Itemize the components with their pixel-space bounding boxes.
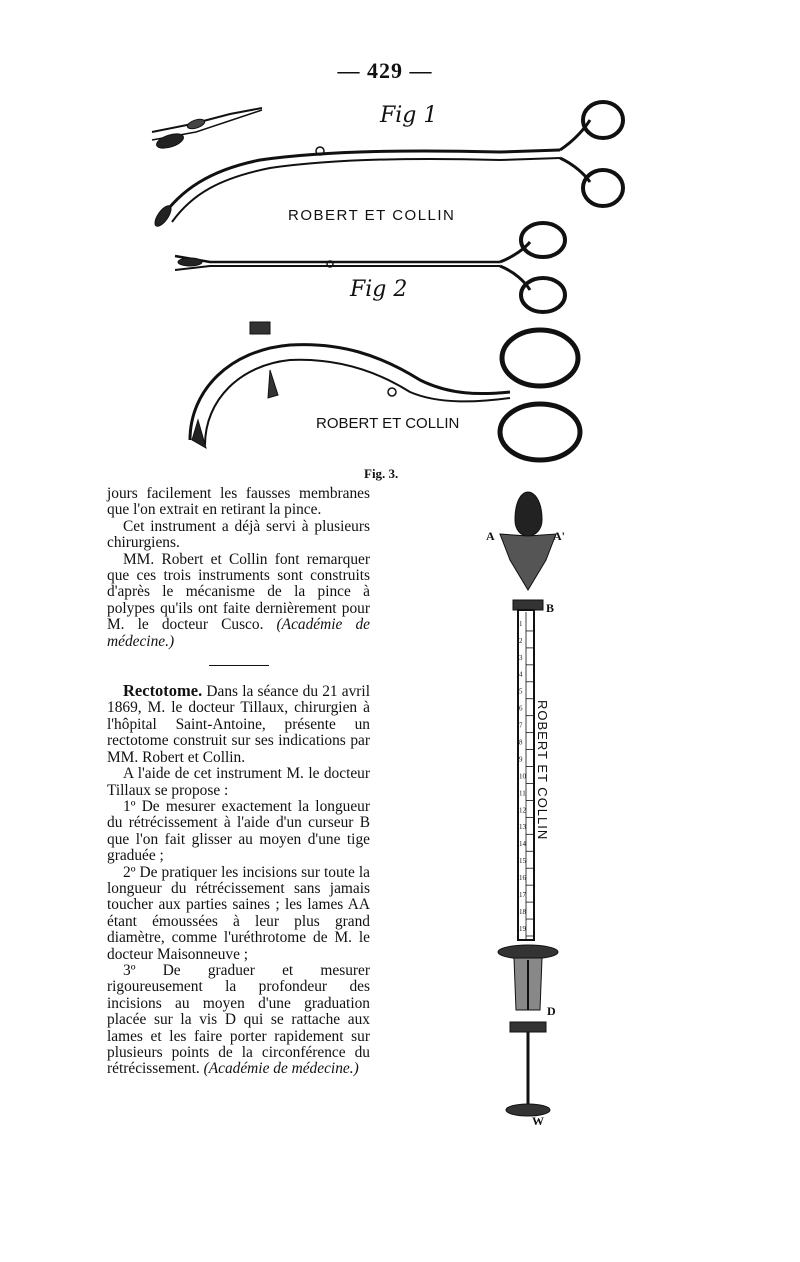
paragraph-8-body: 3º De graduer et mesurer rigoureusement la profondeur des incisions au moyen d'une graduation placée sur la vis D qui se rattache aux lames et les faire porter rapidement sur plusieurs points de la circonférence du rétrécissement. xyxy=(107,961,370,1078)
page-number: — 429 — xyxy=(337,58,433,83)
scale-mark: 8 xyxy=(519,738,523,747)
paragraph-7: 2º De pratiquer les incisions sur toute la longueur du rétrécissement sans jamais toucher aux parties saines ; les lames AA étant émoussées à leur plus grand diamètre, comme l'uréthrotome de M. le docteur Maisonneuve ; xyxy=(107,863,370,963)
figure-3-letter-a-right: A' xyxy=(553,529,565,543)
figure-1-label: Fig 1 xyxy=(380,103,438,128)
scale-mark: 3 xyxy=(519,653,523,662)
figure-2-label: Fig 2 xyxy=(350,277,408,302)
figure-2-curved-instrument xyxy=(190,322,580,460)
scale-mark: 15 xyxy=(519,857,526,866)
scale-mark: 17 xyxy=(519,891,526,900)
paragraph-3-citation: (Académie de médecine.) xyxy=(107,616,370,650)
text-column xyxy=(107,486,370,1078)
scale-mark: 18 xyxy=(519,907,526,916)
scale-mark: 7 xyxy=(519,721,523,730)
scale-mark: 16 xyxy=(519,874,526,883)
figure-3-letter-b: B xyxy=(546,601,555,615)
paragraph-6: 1º De mesurer exactement la longueur du rétrécissement à l'aide d'un curseur B que l'on fait glisser au moyen d'une tige graduée ; xyxy=(107,797,370,865)
paragraph-8 xyxy=(107,963,370,1078)
scale-mark: 1 xyxy=(519,619,523,628)
paragraph-5: A l'aide de cet instrument M. le docteur Tillaux se propose : xyxy=(107,765,370,799)
scale-mark: 10 xyxy=(519,772,526,781)
paragraph-3 xyxy=(107,552,370,650)
scale-mark: 14 xyxy=(519,840,526,849)
scale-mark: 4 xyxy=(519,670,523,679)
figure-3-vertical-maker: ROBERT ET COLLIN xyxy=(535,700,550,841)
scale-mark: 9 xyxy=(519,755,523,764)
scale-mark: 12 xyxy=(519,806,526,815)
figure-3-letter-d: D xyxy=(547,1004,556,1018)
rectotome-paragraph xyxy=(107,683,370,766)
scale-mark: 2 xyxy=(519,636,523,645)
figure-1-maker: ROBERT ET COLLIN xyxy=(288,207,456,224)
rectotome-body: Dans la séance du 21 avril 1869, M. le docteur Tillaux, chirurgien à l'hôpital Saint-Antoine, présente un rectotome construit sur ses indications par MM. Robert et Collin. xyxy=(107,683,370,766)
figure-3-letter-w: W xyxy=(532,1114,544,1128)
figure-3-label: Fig. 3. xyxy=(364,466,399,481)
figure-3-letter-a-left: A xyxy=(486,529,495,543)
section-divider xyxy=(209,665,269,666)
paragraph-2: Cet instrument a déjà servi à plusieurs chirurgiens. xyxy=(107,517,370,552)
scale-mark: 5 xyxy=(519,687,523,696)
scale-mark: 11 xyxy=(519,789,526,798)
paragraph-3-body: MM. Robert et Collin font remarquer que ces trois instruments sont construits d'après le mécanisme de la pince à polypes qu'ils ont faite dernièrement pour M. le docteur Cusco. xyxy=(107,550,370,634)
scale-mark: 6 xyxy=(519,704,523,713)
rectotome-heading: Rectotome. xyxy=(123,681,203,701)
paragraph-8-citation: (Académie de médecine.) xyxy=(203,1060,359,1078)
scale-mark: 19 xyxy=(519,924,526,933)
figure-2-maker: ROBERT ET COLLIN xyxy=(316,415,460,432)
paragraph-1: jours facilement les fausses membranes que l'on extrait en retirant la pince. xyxy=(107,485,370,519)
scale-mark: 13 xyxy=(519,823,526,832)
